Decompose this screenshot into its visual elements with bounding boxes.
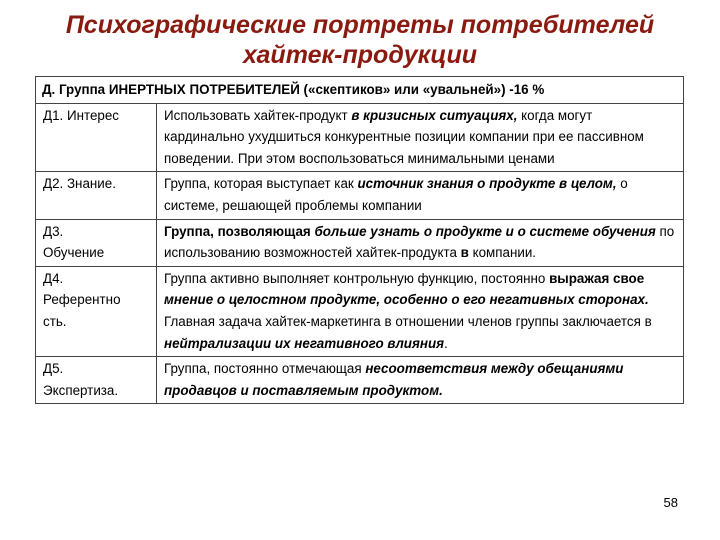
emphasis-text: несоответствия между обещаниями продавцов и поставляемым продуктом. — [164, 361, 624, 398]
table-row — [36, 266, 684, 356]
description-text: . — [444, 335, 448, 351]
emphasis-text: в — [460, 245, 469, 261]
row-description — [157, 266, 684, 356]
row-label-text: Д5. — [43, 361, 64, 377]
row-label — [36, 357, 157, 404]
emphasis-text: источник знания о продукте в целом, — [357, 176, 617, 192]
page-number: 58 — [663, 495, 678, 510]
description-text: Группа, которая выступает как — [164, 176, 358, 192]
row-label — [36, 103, 157, 172]
description-text: по использованию возможностей хайтек-продукта — [164, 223, 675, 261]
description-text: Главная задача хайтек-маркетинга в отношении членов группы заключается в — [164, 313, 652, 329]
emphasis-text: в кризисных ситуациях, — [351, 107, 518, 123]
row-label — [36, 266, 157, 356]
title-line-1: Психографические портреты потребителей — [65, 11, 655, 39]
description-text: о системе, решающей проблемы компании — [164, 176, 628, 213]
row-label-text: Экспертиза. — [43, 382, 119, 398]
emphasis-text: нейтрализации их негативного влияния — [164, 335, 445, 351]
row-label-text: Референтно — [43, 292, 121, 308]
emphasis-text: мнение о целостном продукте, особенно о его негативных сторонах. — [164, 292, 649, 308]
table-header-row — [36, 77, 684, 104]
row-label-text: сть. — [43, 313, 67, 329]
description-text: когда могут кардинально ухудшиться конкурентные позиции компании при ее пассивном поведении. При этом воспользоваться минимальными ценами — [164, 107, 644, 166]
description-text: Группа, постоянно отмечающая — [164, 361, 366, 377]
portrait-table — [35, 76, 684, 404]
description-text: Использовать хайтек-продукт — [164, 107, 352, 123]
table-row — [36, 103, 684, 172]
row-description — [157, 103, 684, 172]
row-label-text: Д3. — [43, 223, 64, 239]
slide-title — [0, 10, 720, 70]
row-label — [36, 172, 157, 219]
row-description — [157, 357, 684, 404]
row-label-text: Д2. Знание. — [43, 176, 116, 192]
row-label — [36, 219, 157, 266]
row-label-text: Д4. — [43, 270, 64, 286]
emphasis-text: Группа, позволяющая — [164, 223, 315, 239]
description-text: Группа активно выполняет контрольную функцию, постоянно — [164, 270, 550, 286]
row-label-text: Обучение — [43, 245, 105, 261]
emphasis-text: выражая свое — [549, 270, 645, 286]
table-row — [36, 219, 684, 266]
group-header: Д. Группа ИНЕРТНЫХ ПОТРЕБИТЕЛЕЙ («скептиков» или «увальней») -16 % — [36, 77, 684, 104]
title-line-2: хайтек-продукции — [242, 41, 478, 69]
table-row — [36, 172, 684, 219]
row-description — [157, 219, 684, 266]
table-row — [36, 357, 684, 404]
row-description — [157, 172, 684, 219]
row-label-text: Д1. Интерес — [43, 107, 119, 123]
emphasis-text: больше узнать о продукте и о системе обучения — [314, 223, 656, 239]
description-text: компании. — [468, 245, 537, 261]
